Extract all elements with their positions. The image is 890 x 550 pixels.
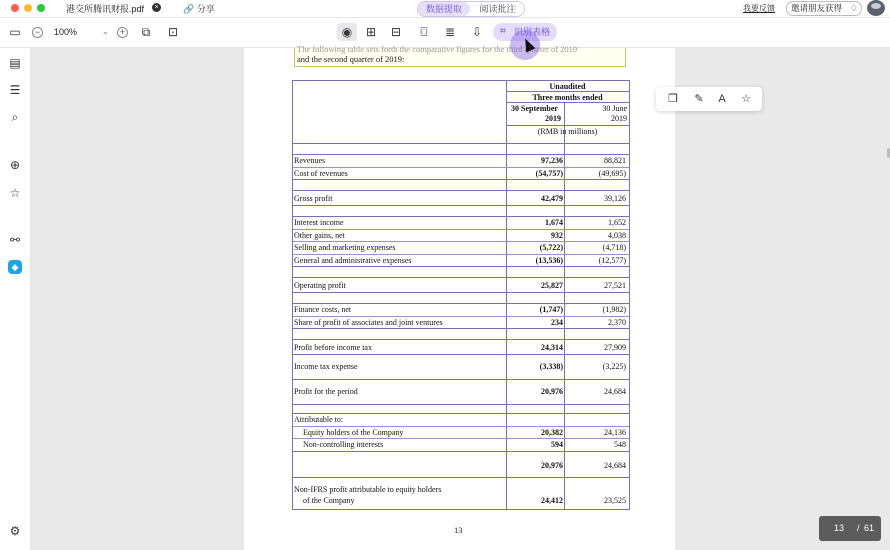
- group-revenue: [293, 155, 629, 180]
- group-attributable: [293, 414, 629, 452]
- total-pages: 61: [864, 523, 875, 533]
- table-header: [293, 81, 629, 144]
- table-select-icon[interactable]: ⊞: [365, 25, 377, 39]
- table-row: Non-IFRS profit attributable to equity holders of the Company 24,412 23,525: [294, 484, 626, 505]
- table-row: Cost of revenues (54,757) (49,695): [294, 168, 626, 178]
- window-maximize-button[interactable]: [37, 4, 45, 12]
- zoom-in-button[interactable]: +: [117, 27, 128, 38]
- table-row: Revenues 97,236 88,821: [293, 155, 629, 168]
- table-row: General and administrative expenses (13,536) (12,577): [294, 255, 626, 265]
- link-icon: 🔗: [183, 4, 195, 14]
- highlight-pen-icon[interactable]: ✎: [694, 93, 704, 105]
- table-row: Attributable to:: [293, 414, 629, 427]
- invite-friends-button[interactable]: [786, 1, 862, 16]
- table-row: Income tax expense (3,338) (3,225): [294, 362, 626, 371]
- table-row: Non-controlling interests 594 548: [303, 440, 626, 449]
- table-row: Profit for the period 20,976 24,684: [294, 387, 626, 396]
- table-row: Selling and marketing expenses (5,722) (4,718): [293, 242, 629, 255]
- header-unaudited: Unaudited: [549, 82, 586, 91]
- window-close-button[interactable]: [11, 4, 19, 12]
- group-pbt: [293, 340, 629, 355]
- close-tab-icon[interactable]: ×: [152, 3, 161, 12]
- header-three-months: Three months ended: [532, 93, 603, 102]
- copy-icon[interactable]: ❐: [668, 93, 678, 105]
- group-non-ifrs: [293, 478, 629, 509]
- outline-list-icon[interactable]: ☰: [9, 83, 21, 97]
- header-col1-line2: 2019: [545, 114, 561, 123]
- group-tax: [293, 355, 629, 380]
- pdf-page: [244, 44, 675, 550]
- screenshot-icon[interactable]: ⌼: [420, 25, 428, 39]
- diamond-icon: ♢: [849, 3, 858, 13]
- rotate-icon[interactable]: ⧉: [141, 25, 151, 39]
- header-col2-line2: 2019: [611, 114, 627, 123]
- table-row: Profit before income tax 24,314 27,909: [294, 343, 626, 352]
- table-row: 20,976 24,684: [541, 460, 626, 470]
- star-icon[interactable]: ☆: [741, 93, 751, 105]
- table-row: Other gains, net 932 4,038: [293, 230, 629, 243]
- group-operating-profit: [293, 278, 629, 293]
- zoom-out-button[interactable]: −: [32, 27, 43, 38]
- zoom-level[interactable]: 100%: [54, 27, 78, 37]
- intro-text-block[interactable]: [294, 44, 626, 67]
- text-extract-icon[interactable]: ≣: [444, 25, 456, 39]
- search-icon[interactable]: ⌕: [11, 110, 19, 124]
- mindmap-icon[interactable]: ⚯: [9, 233, 21, 247]
- folder-icon[interactable]: ▭: [9, 25, 21, 39]
- view-eye-icon[interactable]: ◉: [337, 23, 357, 41]
- page-number: 13: [454, 525, 463, 535]
- settings-gear-icon[interactable]: ⚙: [9, 524, 21, 538]
- group-total: [293, 452, 629, 478]
- add-document-icon[interactable]: ⊕: [9, 158, 21, 172]
- translate-icon[interactable]: A: [718, 93, 726, 105]
- table-row: Share of profit of associates and joint ventures 234 2,370: [294, 317, 626, 327]
- scan-table-icon: ⌗: [500, 26, 506, 37]
- table-edit-icon[interactable]: ⊟: [390, 25, 402, 39]
- header-col2-line1: 30 June: [602, 104, 627, 113]
- star-icon[interactable]: ☆: [9, 186, 21, 200]
- mode-switch: [417, 1, 525, 17]
- avatar[interactable]: [867, 0, 885, 16]
- intro-line-2: and the second quarter of 2019:: [297, 54, 405, 64]
- document-tab[interactable]: 港交所腾讯财报.pdf: [66, 4, 145, 14]
- financial-table[interactable]: [292, 80, 630, 510]
- page-layout-icon[interactable]: ⊡: [167, 25, 179, 39]
- table-row: Gross profit 42,479 39,126: [294, 194, 626, 203]
- page-indicator[interactable]: [819, 516, 881, 541]
- download-icon[interactable]: ⇩: [471, 25, 483, 39]
- intro-line-1: The following table sets forth the comparative figures for the third quarter of 2019: [297, 44, 578, 54]
- window-minimize-button[interactable]: [24, 4, 32, 12]
- feedback-link[interactable]: 我要反馈: [743, 4, 775, 13]
- recognize-table-label: 识别表格: [514, 27, 551, 37]
- table-row: Equity holders of the Company 20,382 24,136: [293, 427, 629, 440]
- app-logo-icon[interactable]: ◆: [8, 260, 22, 274]
- group-finance: [293, 304, 629, 329]
- left-sidebar: [0, 48, 31, 550]
- page-separator: /: [857, 523, 860, 533]
- table-row: Finance costs, net (1,747) (1,982): [293, 304, 629, 317]
- share-label: 分享: [196, 4, 215, 14]
- floating-text-toolbar: [656, 87, 762, 111]
- table-row: Interest income 1,674 1,652: [293, 217, 629, 230]
- group-gross: [293, 191, 629, 206]
- mode-data-extract[interactable]: 数据提取: [418, 2, 470, 16]
- mode-read-annotate[interactable]: 阅读批注: [479, 4, 516, 14]
- current-page: 13: [834, 523, 845, 533]
- group-profit-period: [293, 380, 629, 405]
- document-viewer[interactable]: [31, 44, 890, 550]
- header-units: (RMB in millions): [537, 127, 598, 136]
- document-icon[interactable]: ▤: [9, 56, 21, 70]
- header-col1-line1: 30 September: [511, 104, 558, 113]
- invite-label: 邀请朋友获得: [791, 3, 843, 13]
- table-row: Operating profit 25,827 27,521: [294, 281, 626, 290]
- share-button[interactable]: [183, 2, 215, 15]
- group-operating-items: [293, 217, 629, 267]
- title-bar: [0, 0, 890, 18]
- chevron-down-icon[interactable]: ⌄: [102, 27, 109, 36]
